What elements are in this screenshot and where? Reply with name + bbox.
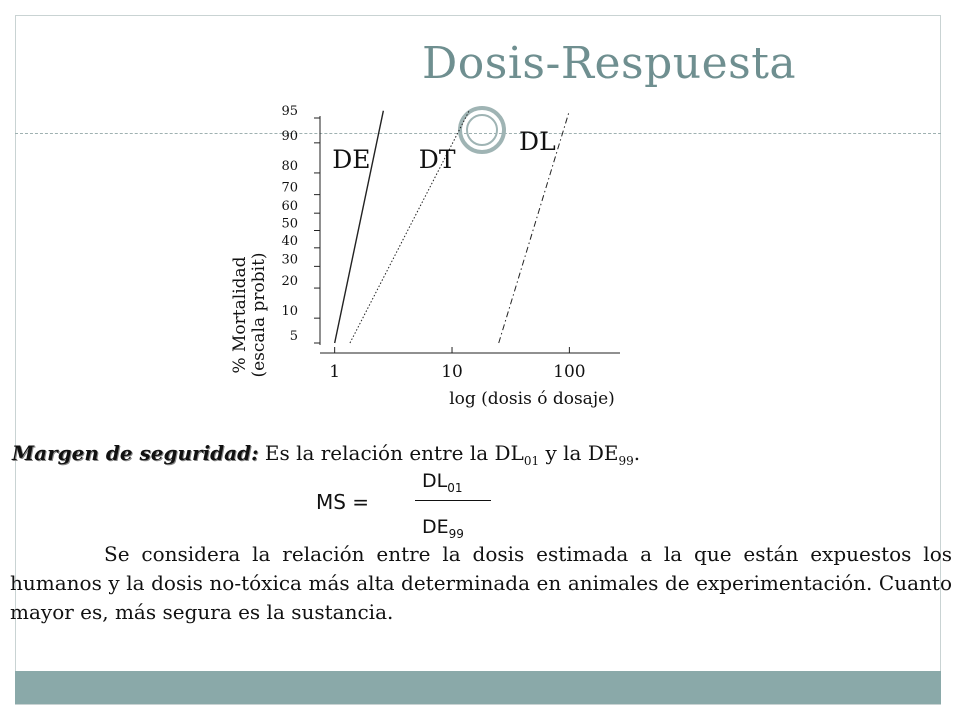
x-axis-ticks bbox=[329, 347, 585, 382]
y-tick-label: 20 bbox=[281, 274, 298, 290]
y-tick-label: 95 bbox=[281, 104, 298, 119]
series-label-dt: DT bbox=[418, 144, 456, 174]
explanation-paragraph: Se considera la relación entre la dosis estimada a la que están expuestos los humanos y la dosis no-tóxica más alta determinada en animales de experimentación. Cuanto mayor es, más segura es la sustancia. bbox=[10, 542, 952, 624]
margin-sub2: 99 bbox=[618, 454, 634, 468]
y-tick-label: 10 bbox=[281, 304, 298, 320]
y-axis-ticks bbox=[281, 104, 320, 344]
y-tick-label: 30 bbox=[281, 252, 298, 268]
y-axis-label-line1: % Mortalidad bbox=[230, 256, 250, 374]
x-tick-label: 10 bbox=[441, 362, 463, 382]
footer-bar bbox=[15, 671, 941, 704]
chart-series bbox=[332, 111, 569, 343]
y-tick-label: 40 bbox=[281, 233, 298, 249]
series-label-dl: DL bbox=[519, 127, 556, 157]
y-tick-label: 90 bbox=[281, 128, 298, 144]
margin-text-end: . bbox=[633, 441, 641, 465]
margin-text-pre: Es la relación entre la DL bbox=[258, 441, 524, 465]
margin-definition bbox=[12, 441, 640, 468]
x-tick-label: 100 bbox=[553, 362, 586, 382]
ms-denominator: $DE_{99}$ bbox=[422, 516, 464, 541]
ms-label: MS = bbox=[316, 490, 370, 514]
y-tick-label: 80 bbox=[281, 158, 298, 174]
y-tick-label: 5 bbox=[289, 329, 298, 344]
y-axis-label-line2: (escala probit) bbox=[249, 252, 269, 378]
series-label-de: DE bbox=[332, 144, 371, 174]
y-tick-label: 50 bbox=[281, 216, 298, 232]
margin-text-mid: y la DE bbox=[539, 441, 619, 465]
y-tick-label: 70 bbox=[281, 180, 298, 196]
margin-label: Margen de seguridad: bbox=[12, 441, 259, 465]
dose-response-chart bbox=[200, 100, 650, 415]
fraction-bar bbox=[415, 500, 491, 501]
ms-numerator: $DL_{01}$ bbox=[422, 470, 463, 495]
x-axis-label: log (dosis ó dosaje) bbox=[449, 389, 615, 409]
x-tick-label: 1 bbox=[329, 362, 341, 382]
slide-title: Dosis-Respuesta bbox=[422, 38, 797, 89]
y-tick-label: 60 bbox=[281, 199, 298, 215]
margin-sub1: 01 bbox=[523, 454, 540, 468]
